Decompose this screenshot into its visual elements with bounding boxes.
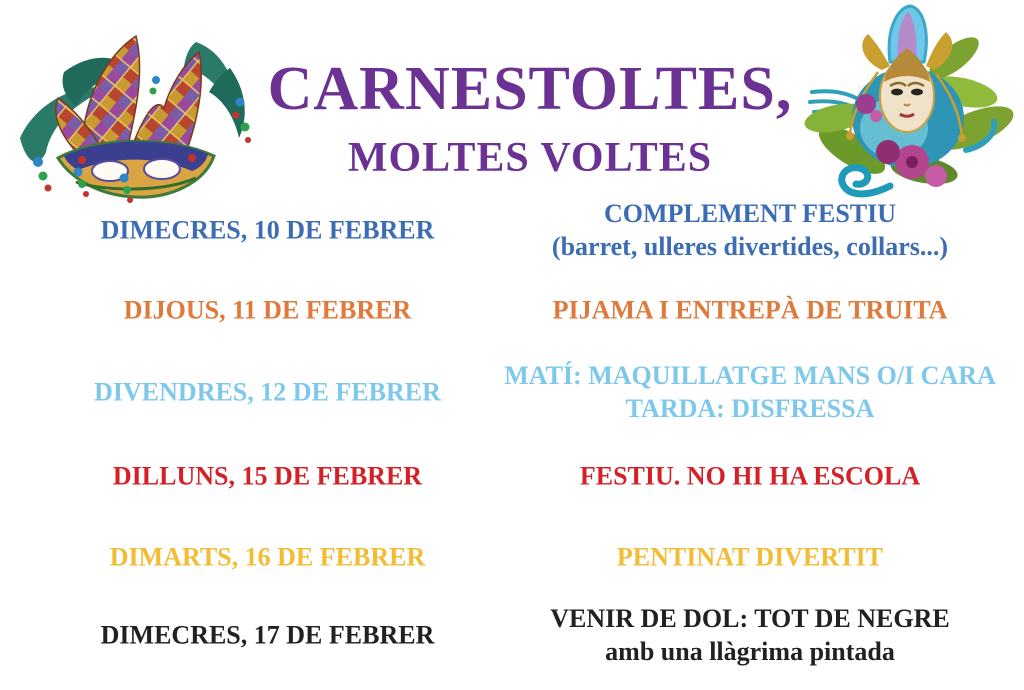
- schedule-row-dimecres-17: [0, 593, 1024, 677]
- schedule-activity-line: PENTINAT DIVERTIT: [616, 542, 884, 572]
- schedule-activity-line: MATÍ: MAQUILLATGE MANS O/I CARA: [504, 361, 996, 390]
- schedule-activity: [495, 460, 1005, 493]
- schedule-row-dijous-11: [0, 268, 1024, 352]
- jester-mask-icon: [6, 10, 256, 205]
- schedule-day: DILLUNS, 15 DE FEBRER: [112, 461, 423, 491]
- poster-title-block: [230, 55, 830, 182]
- schedule-row-dimecres-10: [0, 188, 1024, 272]
- schedule-activity: [495, 602, 1005, 668]
- poster-subtitle: MOLTES VOLTES: [347, 135, 713, 181]
- poster-title: CARNESTOLTES,: [267, 55, 793, 123]
- schedule-activity: [495, 197, 1005, 263]
- schedule-day: DIMECRES, 10 DE FEBRER: [100, 215, 435, 245]
- schedule-activity-line: VENIR DE DOL: TOT DE NEGRE: [550, 604, 950, 633]
- schedule-activity: [495, 541, 1005, 574]
- schedule-activity-line: COMPLEMENT FESTIU: [603, 199, 897, 228]
- schedule-activity-line: TARDA: DISFRESSA: [625, 394, 875, 423]
- schedule-day: DIMECRES, 17 DE FEBRER: [100, 620, 435, 650]
- schedule-activity: [495, 294, 1005, 327]
- schedule-activity: [495, 359, 1005, 425]
- schedule-day: DIJOUS, 11 DE FEBRER: [123, 295, 412, 325]
- schedule-activity-line: (barret, ulleres divertides, collars...): [551, 232, 949, 261]
- schedule-day: DIMARTS, 16 DE FEBRER: [109, 542, 426, 572]
- schedule-activity-line: amb una llàgrima pintada: [605, 637, 895, 666]
- schedule-row-divendres-12: [0, 350, 1024, 434]
- schedule-activity-line: FESTIU. NO HI HA ESCOLA: [579, 461, 921, 491]
- schedule-day: DIVENDRES, 12 DE FEBRER: [94, 377, 441, 407]
- schedule-row-dilluns-15: [0, 434, 1024, 518]
- schedule-row-dimarts-16: [0, 515, 1024, 599]
- jester-mask-image: [6, 10, 256, 205]
- schedule-activity-line: PIJAMA I ENTREPÀ DE TRUITA: [552, 295, 948, 325]
